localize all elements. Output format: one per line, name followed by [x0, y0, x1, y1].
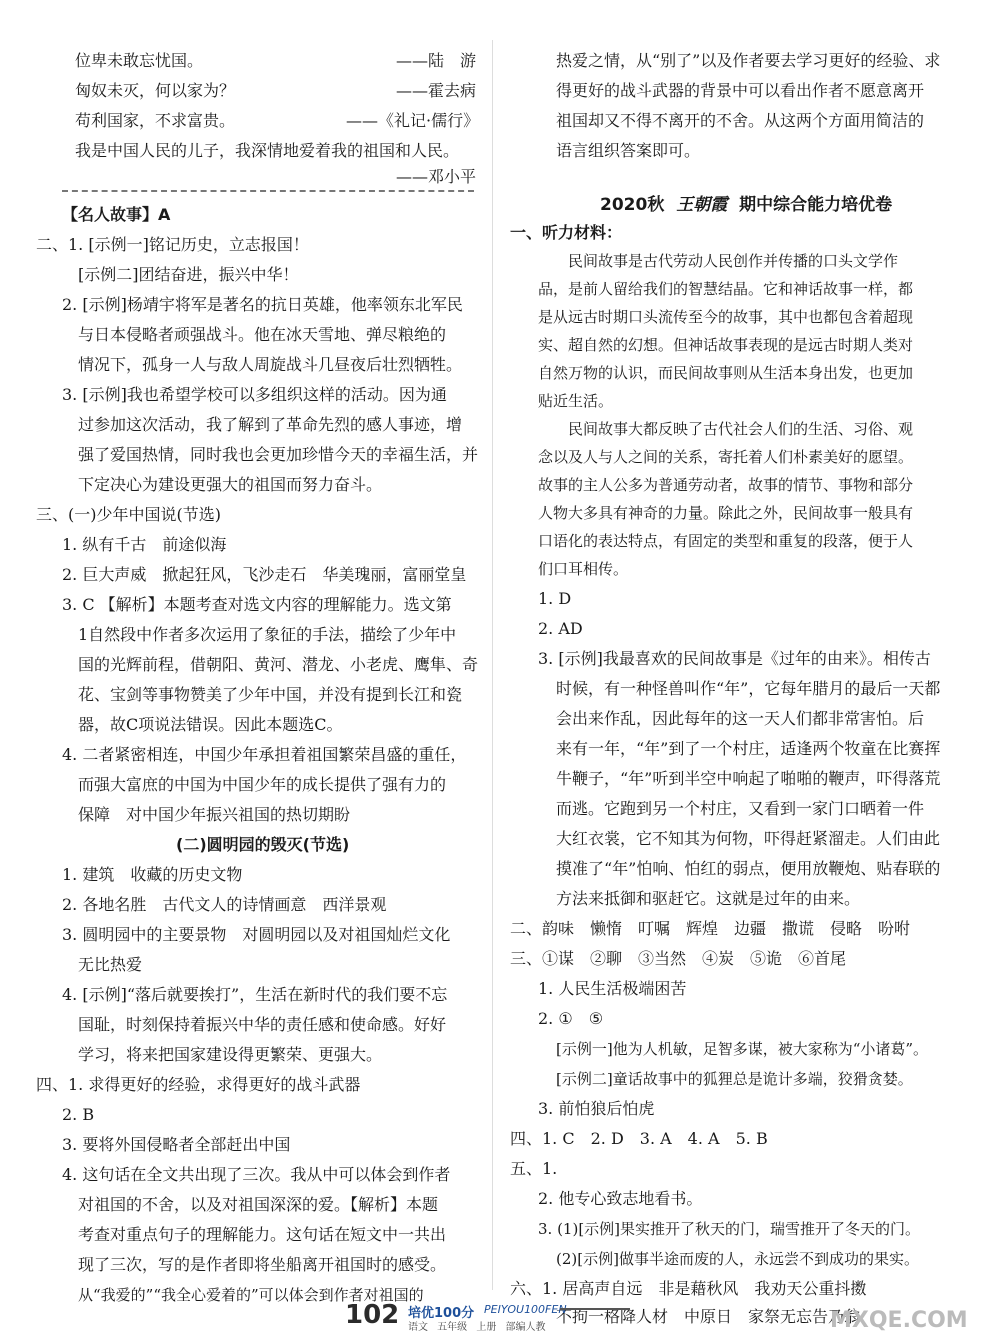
- answer-line: 【名人故事】A: [62, 205, 171, 224]
- listening-line: 贴近生活。: [538, 392, 614, 410]
- answer-line: 时候，有一种怪兽叫作“年”，它每年腊月的最后一天都: [556, 679, 941, 698]
- answer-line: 牛鞭子，“年”听到半空中响起了啪啪的鞭声，吓得落荒: [556, 769, 941, 788]
- listening-line: 民间故事大都反映了古代社会人们的生活、习俗、观: [568, 420, 914, 438]
- listening-line: 人物大多具有神奇的力量。除此之外，民间故事一般具有: [538, 504, 914, 522]
- answer-line: 无比热爱: [78, 955, 143, 974]
- answer-line: 3. C 【解析】本题考查对选文内容的理解能力。选文第: [62, 595, 452, 614]
- answer-line: 1. D: [538, 589, 572, 608]
- section-heading: (二)圆明园的毁灭(节选): [176, 835, 350, 854]
- page-number: 102: [345, 1300, 400, 1330]
- answer-line: 保障 对中国少年振兴祖国的热切期盼: [78, 805, 351, 824]
- answer-line: 3. [示例]我最喜欢的民间故事是《过年的由来》。相传古: [538, 649, 931, 668]
- poem-line: 苟利国家，不求富贵。: [75, 111, 236, 130]
- answer-line: 2. ① ⑤: [538, 1009, 604, 1028]
- answer-line: 来有一年，“年”到了一个村庄，适逢两个牧童在比赛挥: [556, 739, 941, 758]
- answer-line: 四、1. 求得更好的经验，求得更好的战斗武器: [36, 1075, 361, 1094]
- answer-line: 考查对重点句子的理解能力。这句话在短文中一共出: [78, 1225, 447, 1244]
- answer-line: 3. (1)[示例]果实推开了秋天的门，瑞雪推开了冬天的门。: [538, 1220, 921, 1238]
- answer-line: 2. AD: [538, 619, 583, 638]
- listening-line: 故事的主人公多为普通劳动者，故事的情节、事物和部分: [538, 476, 914, 494]
- answer-line: 不拘一格降人材 中原日 家祭无忘告乃翁: [556, 1307, 861, 1326]
- answer-line: 现了三次，写的是作者即将坐船离开祖国时的感受。: [78, 1255, 447, 1274]
- poem-line: 匈奴未灭，何以家为？: [75, 81, 236, 100]
- answer-line: 语言组织答案即可。: [556, 141, 701, 160]
- title-suffix: 期中综合能力培优卷: [739, 195, 893, 215]
- answer-line: 4. [示例]“落后就要挨打”，生活在新时代的我们要不忘: [62, 985, 448, 1004]
- answer-line: [示例二]童话故事中的狐狸总是诡计多端，狡猾贪婪。: [556, 1070, 913, 1088]
- listening-line: 品，是前人留给我们的智慧结晶。它和神话故事一样，都: [538, 280, 914, 298]
- answer-line: 3. 要将外国侵略者全部赶出中国: [62, 1135, 291, 1154]
- answer-line: 二、韵味 懒惰 叮嘱 辉煌 边疆 撒谎 侵略 吩咐: [510, 919, 911, 938]
- answer-line: (2)[示例]做事半途而废的人，永远尝不到成功的果实。: [556, 1250, 919, 1268]
- answer-line: 4. 这句话在全文共出现了三次。我从中可以体会到作者: [62, 1165, 451, 1184]
- answer-line: 五、1.: [510, 1159, 558, 1178]
- answer-line: 而强大富庶的中国为中国少年的成长提供了强有力的: [78, 775, 447, 794]
- listening-line: 是从远古时期口头流传至今的故事，其中也都包含着超现: [538, 308, 914, 326]
- answer-line: 二、1. [示例一]铭记历史，立志报国！: [36, 235, 309, 254]
- poem-author: ——陆 游: [396, 51, 477, 70]
- listening-line: 自然万物的认识，而民间故事则从生活本身出发，也更加: [538, 364, 914, 382]
- answer-line: 对祖国的不舍，以及对祖国深深的爱。【解析】本题: [78, 1195, 439, 1214]
- answer-line: 而逃。它跑到另一个村庄，又看到一家门口晒着一件: [556, 799, 925, 818]
- answer-line: 3. 圆明园中的主要景物 对圆明园以及对祖国灿烂文化: [62, 925, 451, 944]
- answer-line: 得更好的战斗武器的背景中可以看出作者不愿意离开: [556, 81, 925, 100]
- answer-line: 2. 各地名胜 古代文人的诗情画意 西洋景观: [62, 895, 387, 914]
- answer-line: 方法来抵御和驱赶它。这就是过年的由来。: [556, 889, 861, 908]
- listening-line: 念以及人与人之间的关系，寄托着人们朴素美好的愿望。: [538, 448, 914, 466]
- answer-line: 摸准了“年”怕响、怕红的弱点，便用放鞭炮、贴春联的: [556, 859, 941, 878]
- answer-line: 1. 建筑 收藏的历史文物: [62, 865, 243, 884]
- listening-line: 民间故事是古代劳动人民创作并传播的口头文学作: [568, 252, 899, 270]
- answer-line: 2. 巨大声威 掀起狂风，飞沙走石 华美瑰丽，富丽堂皇: [62, 565, 467, 584]
- answer-line: 祖国却又不得不离开的不舍。从这两个方面用简洁的: [556, 111, 925, 130]
- section-heading: 三、(一)少年中国说(节选): [36, 505, 221, 524]
- page-title: [600, 190, 892, 215]
- answer-line: 六、1. 居高声自远 非是藉秋风 我劝天公重抖擞: [510, 1279, 867, 1298]
- listening-line: 口语化的表达特点，有固定的类型和重复的段落，便于人: [538, 532, 914, 550]
- answer-line: 强了爱国热情，同时我也会更加珍惜今天的幸福生活，并: [78, 445, 479, 464]
- answer-line: 国耻，时刻保持着振兴中华的责任感和使命感。好好: [78, 1015, 447, 1034]
- title-prefix: 2020秋: [600, 195, 665, 215]
- footer-brand-latin: PEIYOU100FEN: [484, 1303, 567, 1316]
- listening-line: 实、超自然的幻想。但神话故事表现的是远古时期人类对: [538, 336, 914, 354]
- answer-line: 热爱之情，从“别了”以及作者要去学习更好的经验、求: [556, 51, 941, 70]
- brand-logo: 王朝霞: [676, 195, 728, 215]
- answer-line: 1. 纵有千古 前途似海: [62, 535, 227, 554]
- poem-line: 位卑未敢忘忧国。: [75, 51, 204, 70]
- footer-brand: 培优100分: [408, 1306, 475, 1321]
- answer-line: 会出来作乱，因此每年的这一天人们都非常害怕。后: [556, 709, 925, 728]
- answer-line: 下定决心为建设更强大的祖国而努力奋斗。: [78, 475, 383, 494]
- answer-line: 3. [示例]我也希望学校可以多组织这样的活动。因为通: [62, 385, 447, 404]
- answer-line: 3. 前怕狼后怕虎: [538, 1099, 655, 1118]
- answer-line: 情况下，孤身一人与敌人周旋战斗几昼夜后壮烈牺牲。: [78, 355, 463, 374]
- answer-line: 三、①谋 ②聊 ③当然 ④炭 ⑤诡 ⑥首尾: [510, 949, 847, 968]
- answer-line: 大红衣裳，它不知其为何物，吓得赶紧溜走。人们由此: [556, 829, 941, 848]
- answer-line: 器，故C项说法错误。因此本题选C。: [78, 715, 343, 734]
- answer-line: 2. 他专心致志地看书。: [538, 1189, 703, 1208]
- answer-line: 1. 人民生活极端困苦: [538, 979, 687, 998]
- answer-line: 四、1. C 2. D 3. A 4. A 5. B: [510, 1129, 768, 1148]
- poem-author: ——霍去病: [396, 81, 477, 100]
- answer-line: 1自然段中作者多次运用了象征的手法，描绘了少年中: [78, 625, 457, 644]
- answer-line: [示例一]他为人机敏，足智多谋，被大家称为“小诸葛”。: [556, 1040, 929, 1058]
- column-divider: [492, 40, 493, 1290]
- footer-subline: 语文 五年级 上册 部编人教: [408, 1322, 546, 1333]
- section-heading: 一、听力材料：: [510, 223, 623, 242]
- section-divider: [62, 190, 474, 192]
- answer-line: 2. [示例]杨靖宇将军是著名的抗日英雄，他率领东北军民: [62, 295, 463, 314]
- answer-line: 与日本侵略者顽强战斗。他在冰天雪地、弹尽粮绝的: [78, 325, 447, 344]
- answer-line: 2. B: [62, 1105, 95, 1124]
- poem-line: 我是中国人民的儿子，我深情地爱着我的祖国和人民。: [75, 141, 460, 160]
- answer-line: 从“我爱的”“我全心爱着的”可以体会到作者对祖国的: [78, 1286, 424, 1304]
- answer-line: 国的光辉前程，借朝阳、黄河、潜龙、小老虎、鹰隼、奇: [78, 655, 479, 674]
- footer-arrow: [560, 1308, 630, 1310]
- poem-author: ——《礼记·儒行》: [346, 111, 480, 130]
- answer-line: [示例二]团结奋进，振兴中华！: [78, 265, 299, 284]
- answer-line: 过参加这次活动，我了解到了革命先烈的感人事迹，增: [78, 415, 463, 434]
- answer-line: 4. 二者紧密相连，中国少年承担着祖国繁荣昌盛的重任，: [62, 745, 467, 764]
- answer-line: 花、宝剑等事物赞美了少年中国，并没有提到长江和瓷: [78, 685, 463, 704]
- poem-author: ——邓小平: [396, 167, 477, 186]
- listening-line: 们口耳相传。: [538, 560, 629, 578]
- answer-line: 学习，将来把国家建设得更繁荣、更强大。: [78, 1045, 383, 1064]
- watermark: MXQE.COM: [830, 1308, 968, 1333]
